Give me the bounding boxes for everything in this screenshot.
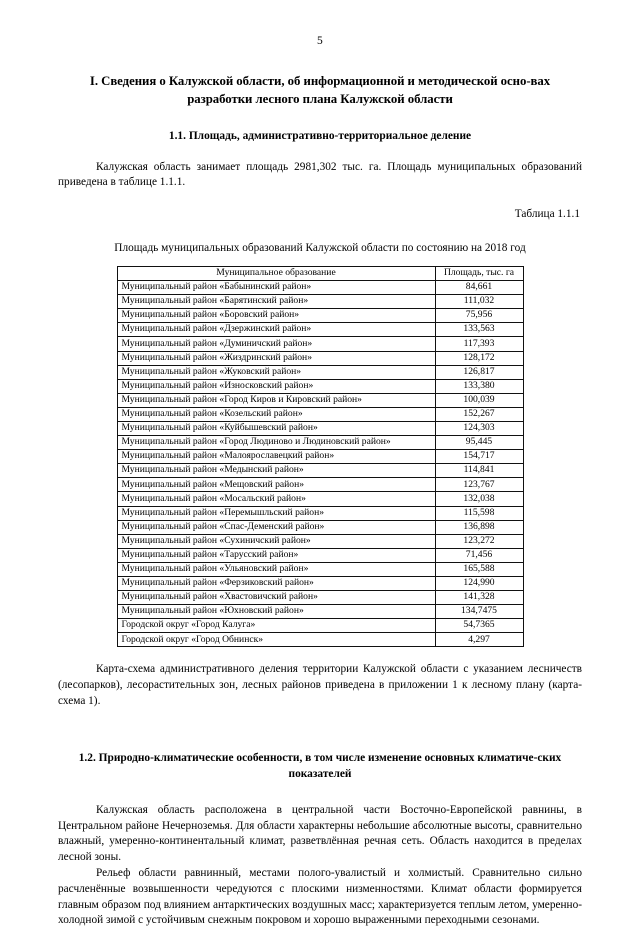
table-row [117,407,523,421]
cell-area: 128,172 [435,351,523,365]
cell-municipality: Муниципальный район «Спас-Деменский район» [117,520,435,534]
table-row [117,619,523,633]
table-row [117,351,523,365]
cell-area: 95,445 [435,436,523,450]
paragraph-map-scheme: Карта-схема административного деления территории Калужской области с указанием лесничеств (лесопарков), лесорастительных зон, лесных районов приведена в приложении 1 к лесному плану (карта-схема 1). [58,663,582,707]
cell-municipality: Муниципальный район «Город Людиново и Людиновский район» [117,436,435,450]
cell-area: 134,7475 [435,605,523,619]
cell-municipality: Муниципальный район «Перемышльский район» [117,506,435,520]
cell-municipality: Муниципальный район «Хвастовичский район» [117,591,435,605]
cell-area: 4,297 [435,633,523,647]
cell-area: 114,841 [435,464,523,478]
table-row [117,365,523,379]
table-row [117,520,523,534]
cell-area: 152,267 [435,407,523,421]
cell-municipality: Муниципальный район «Боровский район» [117,309,435,323]
table-row [117,464,523,478]
cell-municipality: Муниципальный район «Козельский район» [117,407,435,421]
cell-municipality: Городской округ «Город Обнинск» [117,633,435,647]
cell-municipality: Муниципальный район «Барятинский район» [117,295,435,309]
cell-municipality: Муниципальный район «Думиничский район» [117,337,435,351]
table-row [117,492,523,506]
paragraph-climate-1: Калужская область расположена в центральной части Восточно-Европейской равнины, в Центральном районе Нечерноземья. Для области характерны небольшие абсолютные высоты, сравнительно влажный, умеренно-континентальный климат, разветвлённая речная сеть. Область находится в пределах лесной зоны. [58,804,582,863]
table-row [117,436,523,450]
cell-area: 71,456 [435,548,523,562]
cell-municipality: Муниципальный район «Тарусский район» [117,548,435,562]
column-header-area: Площадь, тыс. га [435,266,523,280]
table-row [117,281,523,295]
table-row [117,633,523,647]
cell-municipality: Муниципальный район «Медынский район» [117,464,435,478]
cell-area: 133,380 [435,379,523,393]
cell-area: 154,717 [435,450,523,464]
table-row [117,309,523,323]
table-row [117,337,523,351]
cell-area: 84,661 [435,281,523,295]
cell-area: 123,767 [435,478,523,492]
table-row [117,295,523,309]
cell-area: 132,038 [435,492,523,506]
cell-municipality: Муниципальный район «Ферзиковский район» [117,577,435,591]
cell-area: 126,817 [435,365,523,379]
table-row [117,534,523,548]
subsection-heading-1-1: 1.1. Площадь, административно-территориальное деление [168,129,472,142]
table-row [117,577,523,591]
cell-municipality: Муниципальный район «Куйбышевский район» [117,421,435,435]
paragraph-area-intro: Калужская область занимает площадь 2981,302 тыс. га. Площадь муниципальных образований приведена в таблице 1.1.1. [58,160,582,189]
cell-area: 124,303 [435,421,523,435]
cell-area: 100,039 [435,393,523,407]
municipal-areas-table [117,266,524,648]
cell-municipality: Муниципальный район «Юхновский район» [117,605,435,619]
column-header-municipality: Муниципальное образование [117,266,435,280]
cell-area: 75,956 [435,309,523,323]
cell-area: 136,898 [435,520,523,534]
cell-area: 111,032 [435,295,523,309]
cell-municipality: Муниципальный район «Бабынинский район» [117,281,435,295]
table-row [117,393,523,407]
table-row [117,506,523,520]
table-row [117,450,523,464]
cell-area: 115,598 [435,506,523,520]
cell-municipality: Муниципальный район «Ульяновский район» [117,562,435,576]
cell-municipality: Муниципальный район «Сухиничский район» [117,534,435,548]
cell-municipality: Муниципальный район «Износковский район» [117,379,435,393]
paragraph-climate-2: Рельеф области равнинный, местами полого-увалистый и холмистый. Сравнительно сильно расчленённые возвышенности чередуются с плоскими низменностями. Климат области формируется главным образом под влиянием антарктических воздушных масс; характеризуется теплым летом, умеренно-холодной зимой с устойчивым снежным покровом и хорошо выраженными переходными сезонами. [58,867,582,927]
cell-area: 117,393 [435,337,523,351]
table-row [117,548,523,562]
table-row [117,421,523,435]
table-row [117,379,523,393]
table-row [117,562,523,576]
cell-municipality: Муниципальный район «Малоярославецкий район» [117,450,435,464]
cell-municipality: Муниципальный район «Дзержинский район» [117,323,435,337]
table-header-row [117,266,523,280]
cell-municipality: Городской округ «Город Калуга» [117,619,435,633]
section-heading-1: I. Сведения о Калужской области, об информационной и методической осно-вах разработки лесного плана Калужской области [89,73,551,106]
cell-area: 133,563 [435,323,523,337]
cell-area: 124,990 [435,577,523,591]
table-title: Площадь муниципальных образований Калужской области по состоянию на 2018 год [114,241,526,254]
subsection-heading-1-2: 1.2. Природно-климатические особенности, в том числе изменение основных климатиче-ских показателей [78,752,562,781]
cell-area: 165,588 [435,562,523,576]
cell-municipality: Муниципальный район «Мещовский район» [117,478,435,492]
table-row [117,591,523,605]
cell-area: 54,7365 [435,619,523,633]
cell-area: 141,328 [435,591,523,605]
cell-area: 123,272 [435,534,523,548]
cell-municipality: Муниципальный район «Город Киров и Кировский район» [117,393,435,407]
page-number: 5 [317,35,323,47]
cell-municipality: Муниципальный район «Жиздринский район» [117,351,435,365]
cell-municipality: Муниципальный район «Жуковский район» [117,365,435,379]
table-number-label: Таблица 1.1.1 [514,207,580,220]
table-row [117,478,523,492]
cell-municipality: Муниципальный район «Мосальский район» [117,492,435,506]
table-row [117,605,523,619]
table-row [117,323,523,337]
